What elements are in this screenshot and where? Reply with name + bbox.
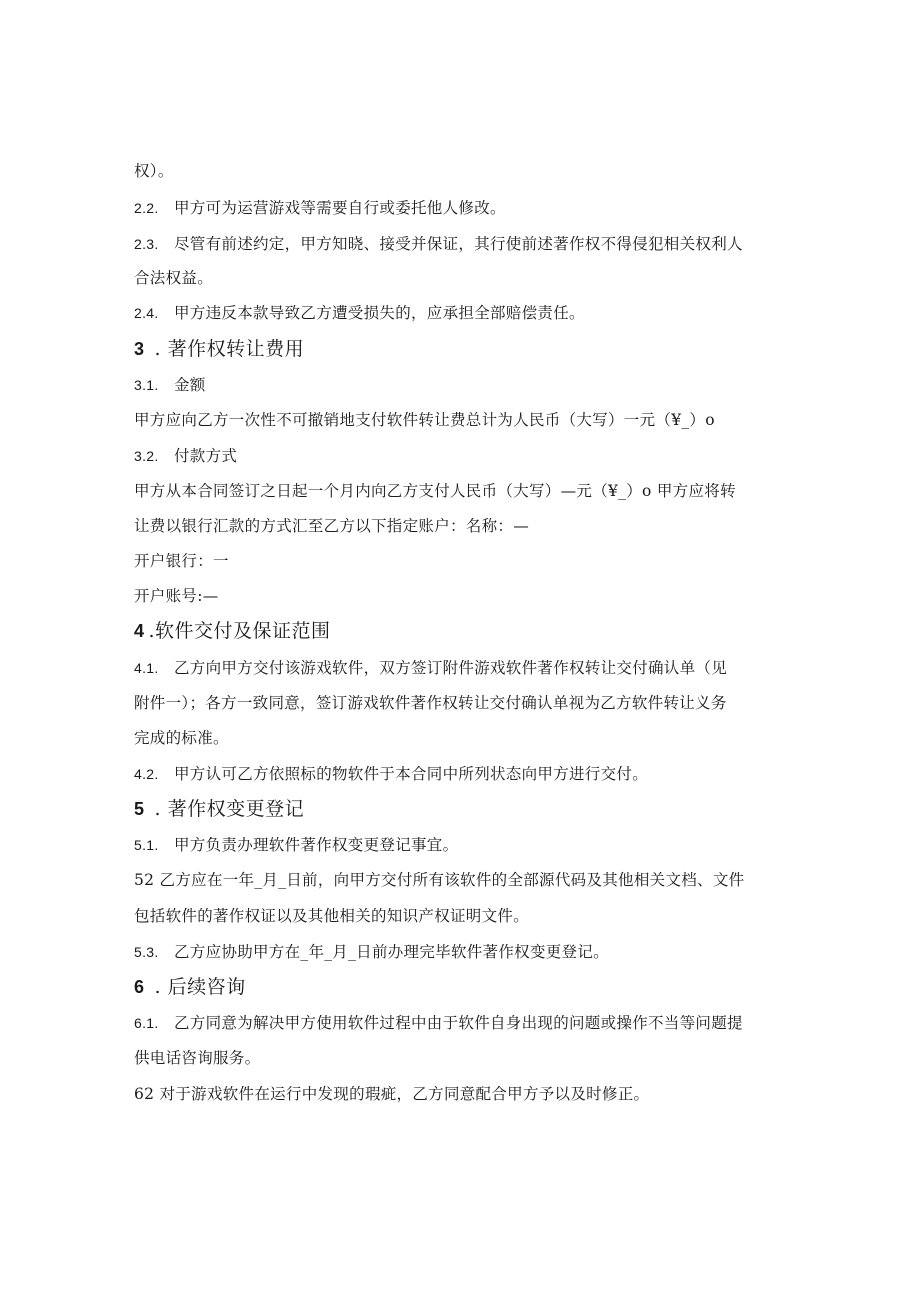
clause-text: 甲方可为运营游戏等需要自行或委托他人修改。 <box>174 199 506 217</box>
section-number: 5 <box>134 799 145 819</box>
clause-4-1 <box>134 657 727 679</box>
clause-2-2 <box>134 197 506 219</box>
clause-text: 甲方负责办理软件著作权变更登记事宜。 <box>174 836 459 854</box>
section-title: . 著作权变更登记 <box>154 798 305 820</box>
clause-text: 甲方认可乙方依照标的物软件于本合同中所列状态向甲方进行交付。 <box>174 765 649 783</box>
clause-4-2 <box>134 763 648 785</box>
text-line: 开户账号:— <box>134 587 219 605</box>
text-line: 62 对于游戏软件在运行中发现的瑕疵，乙方同意配合甲方予以及时修正。 <box>134 1085 650 1103</box>
clause-number: 4.2. <box>134 766 159 782</box>
text-line: 包括软件的著作权证以及其他相关的知识产权证明文件。 <box>134 907 530 925</box>
text-line: 供电话咨询服务。 <box>134 1049 261 1067</box>
clause-text: 甲方违反本款导致乙方遭受损失的，应承担全部赔偿责任。 <box>174 304 585 322</box>
clause-text: 乙方同意为解决甲方使用软件过程中由于软件自身出现的问题或操作不当等问题提 <box>174 1014 743 1032</box>
section-heading-5 <box>134 796 304 822</box>
clause-text: 付款方式 <box>174 447 238 465</box>
text-line: 权）。 <box>134 162 174 180</box>
clause-text: 乙方向甲方交付该游戏软件，双方签订附件游戏软件著作权转让交付确认单（见 <box>174 659 728 677</box>
clause-6-1 <box>134 1012 743 1034</box>
text-line: 开户银行：一 <box>134 552 229 570</box>
clause-number: 5.1. <box>134 837 159 853</box>
section-heading-3 <box>134 336 304 362</box>
section-number: 4 <box>134 621 145 641</box>
text-line: 52 乙方应在一年_月_日前，向甲方交付所有该软件的全部源代码及其他相关文档、文件 <box>134 871 745 889</box>
text-line: 附件一）；各方一致同意，签订游戏软件著作权转让交付确认单视为乙方软件转让义务 <box>134 694 727 712</box>
clause-number: 6.1. <box>134 1015 159 1031</box>
clause-number: 3.2. <box>134 448 159 464</box>
clause-number: 4.1. <box>134 660 159 676</box>
clause-text: 金额 <box>174 376 206 394</box>
text-line: 完成的标准。 <box>134 729 229 747</box>
text-line: 让费以银行汇款的方式汇至乙方以下指定账户：名称：— <box>134 517 530 535</box>
section-heading-4 <box>134 618 331 644</box>
clause-5-3 <box>134 941 609 963</box>
clause-number: 3.1. <box>134 377 159 393</box>
clause-number: 2.4. <box>134 305 159 321</box>
text-line: 甲方应向乙方一次性不可撤销地支付软件转让费总计为人民币（大写）一元（¥_）o <box>134 411 715 429</box>
text-line: 甲方从本合同签订之日起一个月内向乙方支付人民币（大写）—元（¥_）o 甲方应将转 <box>134 482 736 500</box>
section-title: .软件交付及保证范围 <box>148 620 331 642</box>
clause-2-4 <box>134 302 585 324</box>
text-line: 合法权益。 <box>134 269 214 287</box>
clause-number: 2.3. <box>134 236 159 252</box>
section-number: 3 <box>134 339 145 359</box>
clause-3-1 <box>134 374 206 396</box>
clause-3-2 <box>134 445 237 467</box>
section-number: 6 <box>134 977 145 997</box>
clause-2-3 <box>134 233 743 255</box>
section-heading-6 <box>134 974 246 1000</box>
clause-text: 乙方应协助甲方在_年_月_日前办理完毕软件著作权变更登记。 <box>174 943 609 961</box>
section-title: . 后续咨询 <box>154 976 246 998</box>
section-title: . 著作权转让费用 <box>154 338 305 360</box>
clause-text: 尽管有前述约定，甲方知晓、接受并保证，其行使前述著作权不得侵犯相关权利人 <box>174 235 743 253</box>
clause-number: 2.2. <box>134 200 159 216</box>
clause-5-1 <box>134 834 458 856</box>
clause-number: 5.3. <box>134 944 159 960</box>
